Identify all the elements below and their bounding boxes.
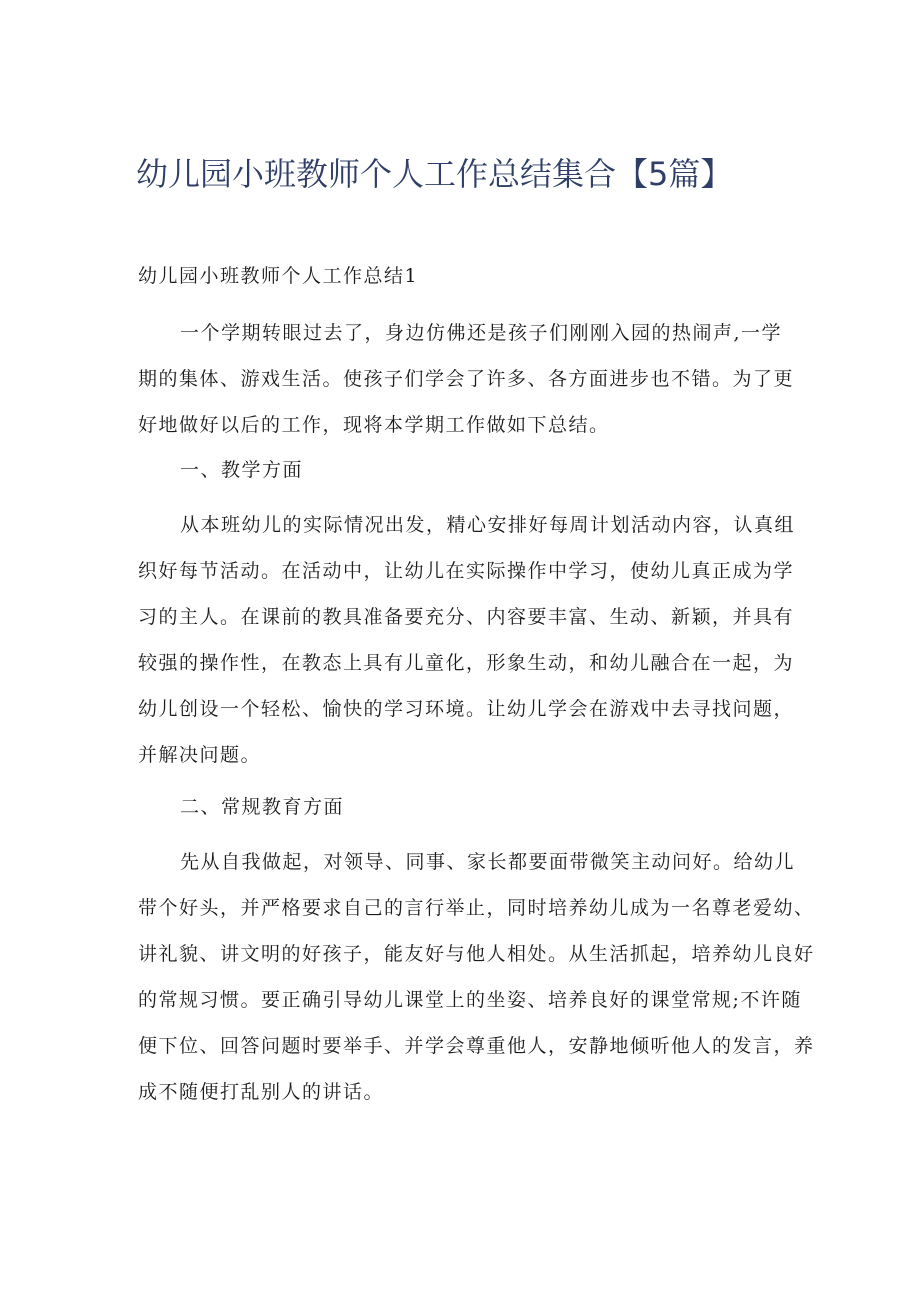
paragraph-line: 织好每节活动。在活动中，让幼儿在实际操作中学习，使幼儿真正成为学 [138,560,795,582]
intro-paragraph [138,310,818,448]
section-heading-routine: 二、常规教育方面 [180,796,345,818]
paragraph-line: 从本班幼儿的实际情况出发，精心安排好每周计划活动内容，认真组 [180,514,796,536]
document-title: 幼儿园小班教师个人工作总结集合【5篇】 [136,155,733,193]
paragraph-line: 的常规习惯。要正确引导幼儿课堂上的坐姿、培养良好的课堂常规;不许随 [138,989,802,1011]
section-paragraph-teaching [138,502,818,778]
paragraph-line: 幼儿创设一个轻松、愉快的学习环境。让幼儿学会在游戏中去寻找问题， [138,698,795,720]
paragraph-line: 带个好头，并严格要求自己的言行举止，同时培养幼儿成为一名尊老爱幼、 [138,897,815,919]
paragraph-line: 并解决问题。 [138,744,262,766]
paragraph-line: 期的集体、游戏生活。使孩子们学会了许多、各方面进步也不错。为了更 [138,368,795,390]
section-paragraph-routine [138,839,818,1115]
paragraph-line: 成不随便打乱别人的讲话。 [138,1081,385,1103]
document-subtitle: 幼儿园小班教师个人工作总结1 [138,265,419,287]
paragraph-line: 一个学期转眼过去了，身边仿佛还是孩子们刚刚入园的热闹声,一学 [180,322,783,344]
paragraph-line: 先从自我做起，对领导、同事、家长都要面带微笑主动问好。给幼儿 [180,851,796,873]
section-heading-teaching: 一、教学方面 [180,459,304,481]
paragraph-line: 较强的操作性，在教态上具有儿童化，形象生动，和幼儿融合在一起，为 [138,652,795,674]
paragraph-line: 讲礼貌、讲文明的好孩子，能友好与他人相处。从生活抓起，培养幼儿良好 [138,943,815,965]
paragraph-line: 习的主人。在课前的教具准备要充分、内容要丰富、生动、新颖，并具有 [138,606,795,628]
paragraph-line: 好地做好以后的工作，现将本学期工作做如下总结。 [138,414,610,436]
paragraph-line: 便下位、回答问题时要举手、并学会尊重他人，安静地倾听他人的发言，养 [138,1035,815,1057]
